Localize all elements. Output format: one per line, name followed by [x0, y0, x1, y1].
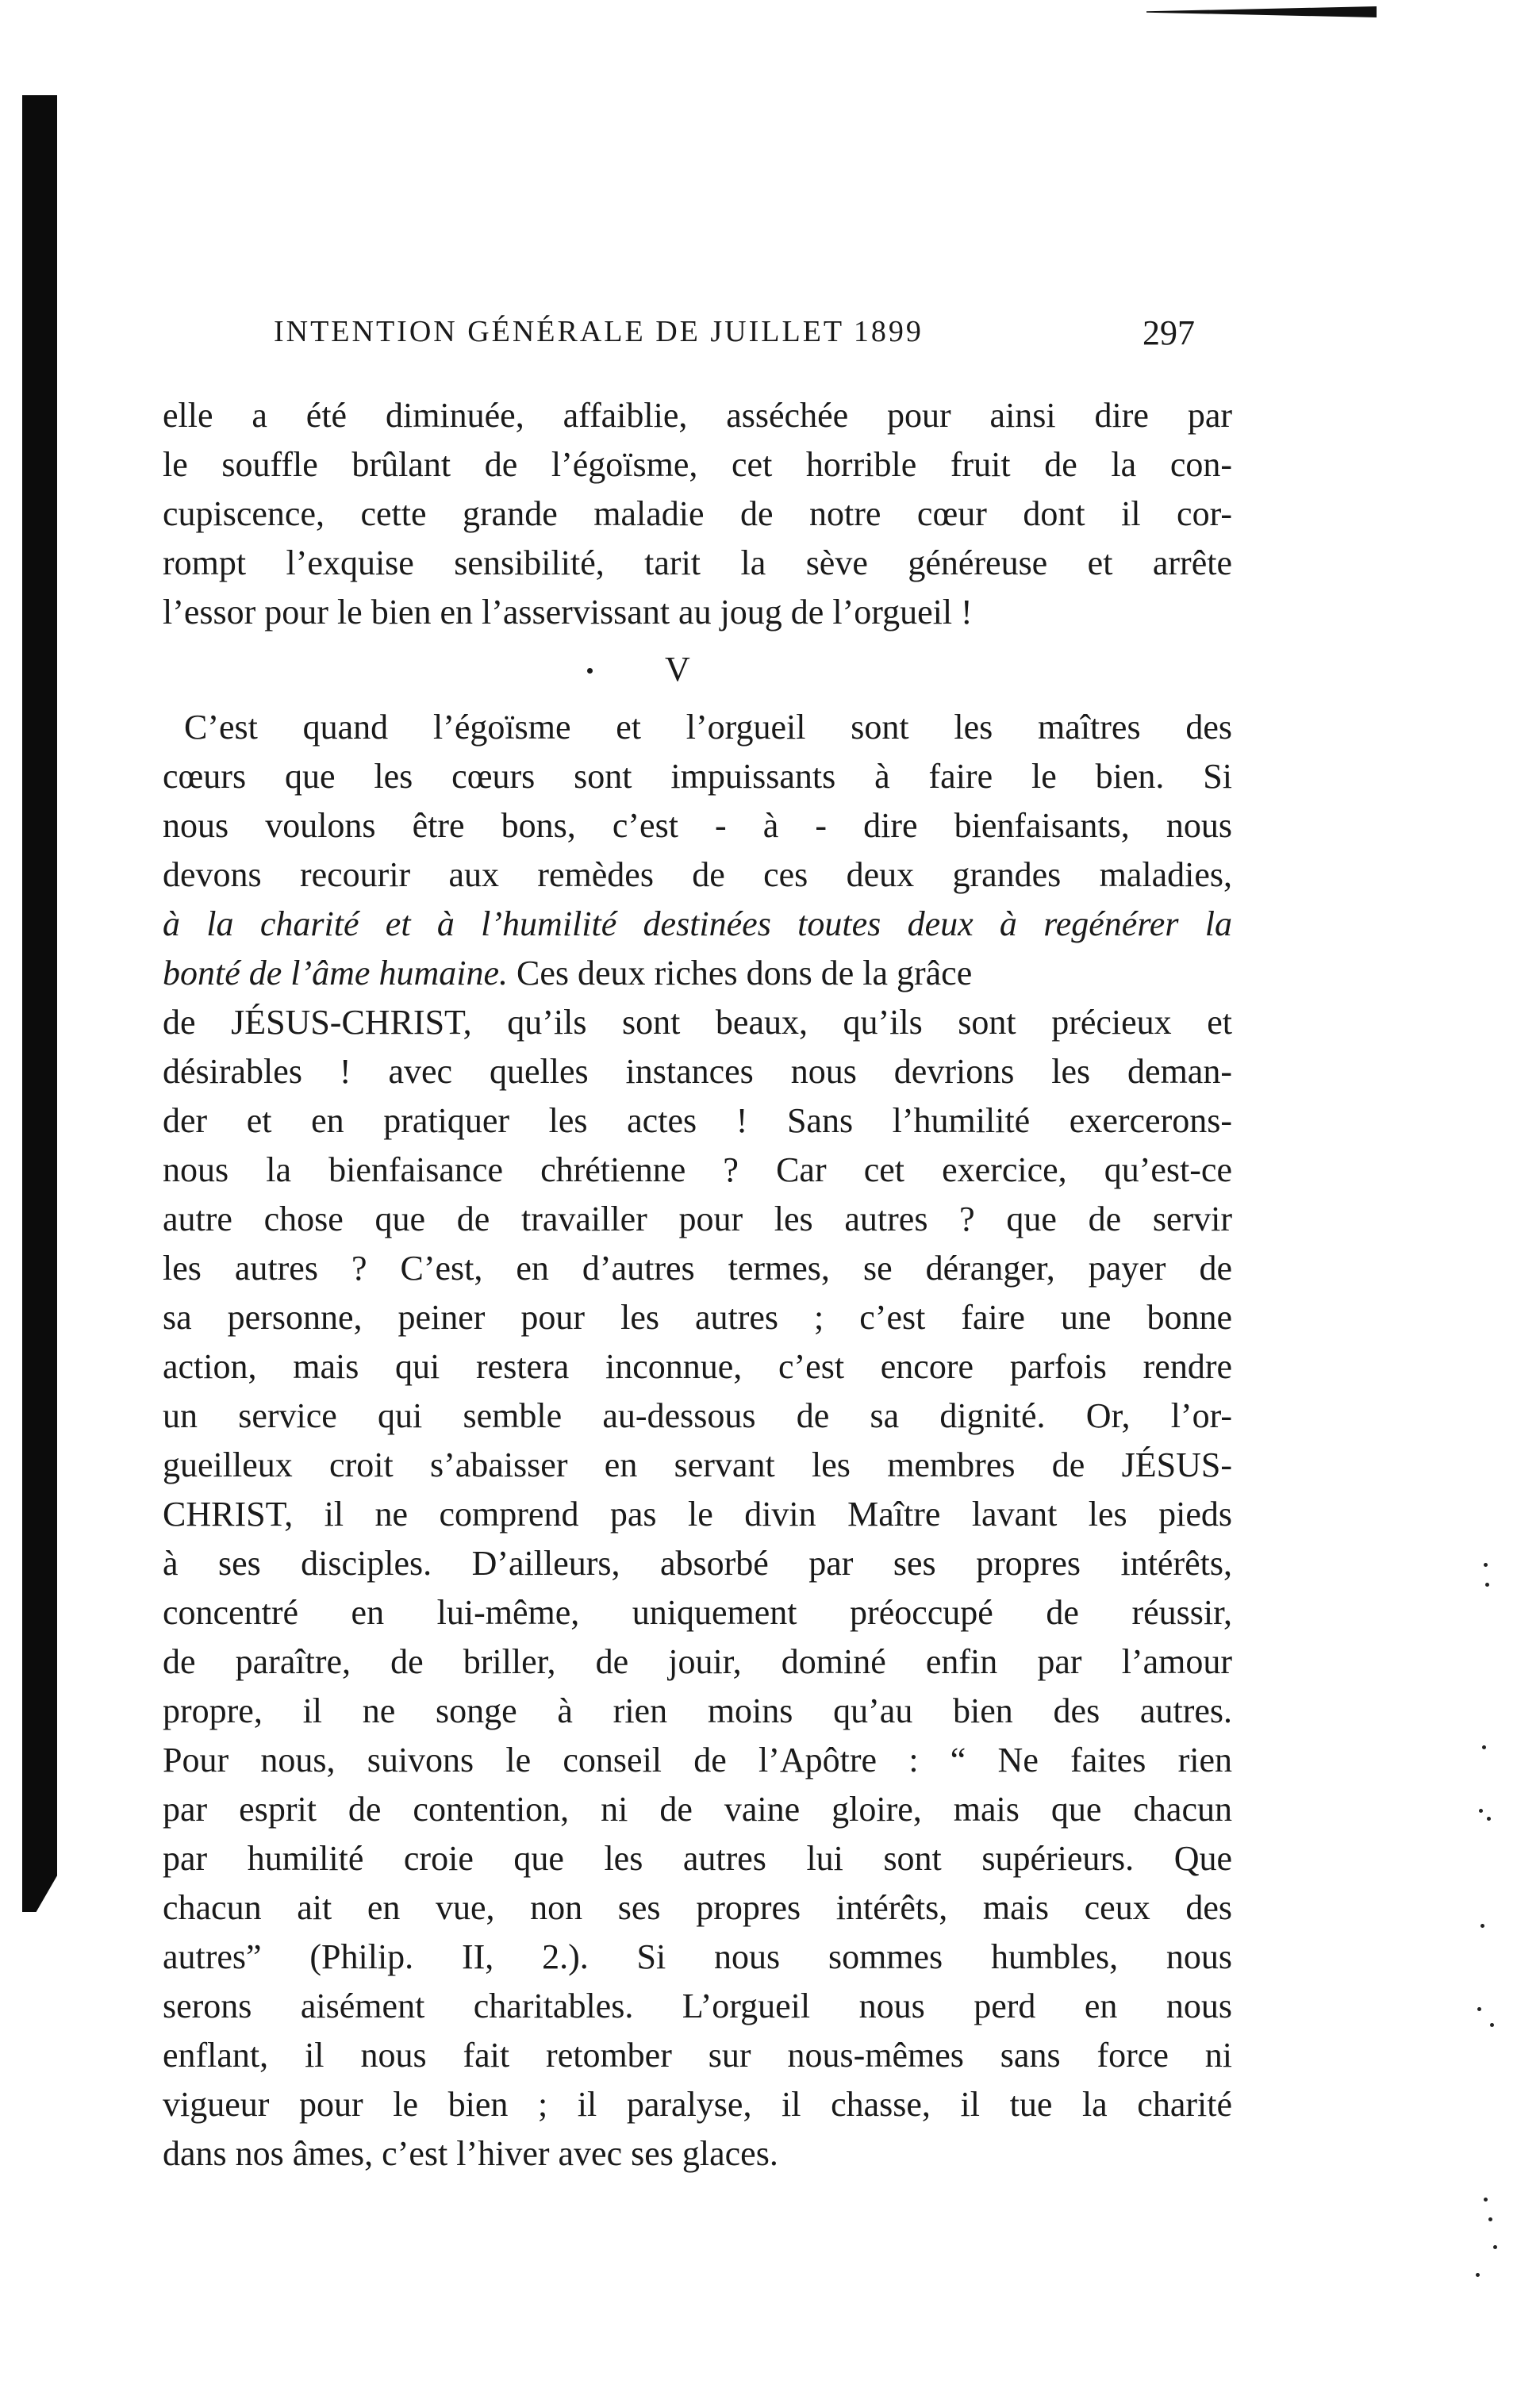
- text-line: C’est quand l’égoïsme et l’orgueil sont les maîtres des: [184, 708, 1232, 747]
- text-line: devons recourir aux remèdes de ces deux grandes maladies,: [163, 855, 1232, 894]
- text-line: enflant, il nous fait retomber sur nous-mêmes sans force ni: [163, 2036, 1232, 2075]
- text-line: de paraître, de briller, de jouir, dominé enfin par l’amour: [163, 1642, 1232, 1681]
- section-numeral: V: [665, 650, 690, 689]
- running-title: INTENTION GÉNÉRALE DE JUILLET 1899: [274, 315, 924, 348]
- text-line: cœurs que les cœurs sont impuissants à faire le bien. Si: [163, 757, 1232, 796]
- text-line: les autres ? C’est, en d’autres termes, se déranger, payer de: [163, 1249, 1232, 1288]
- text-line: un service qui semble au-dessous de sa dignité. Or, l’or-: [163, 1396, 1232, 1435]
- mixed-line: [163, 949, 1232, 998]
- text-line: désirables ! avec quelles instances nous devrions les deman-: [163, 1052, 1232, 1091]
- stray-dot: [587, 668, 593, 674]
- text-line: par humilité croie que les autres lui sont supérieurs. Que: [163, 1839, 1232, 1878]
- text-line: CHRIST, il ne comprend pas le divin Maître lavant les pieds: [163, 1495, 1232, 1534]
- text-line: le souffle brûlant de l’égoïsme, cet horrible fruit de la con-: [163, 445, 1232, 484]
- page-number: 297: [1143, 313, 1195, 352]
- text-line: concentré en lui-même, uniquement préoccupé de réussir,: [163, 1593, 1232, 1632]
- text-line: serons aisément charitables. L’orgueil nous perd en nous: [163, 1987, 1232, 2025]
- text-line: vigueur pour le bien ; il paralyse, il chasse, il tue la charité: [163, 2085, 1232, 2124]
- text-line: Pour nous, suivons le conseil de l’Apôtre : “ Ne faites rien: [163, 1741, 1232, 1779]
- text-line: gueilleux croit s’abaisser en servant les membres de JÉSUS-: [163, 1445, 1232, 1484]
- text-line: propre, il ne songe à rien moins qu’au bien des autres.: [163, 1691, 1232, 1730]
- text-line: rompt l’exquise sensibilité, tarit la sève généreuse et arrête: [163, 543, 1232, 582]
- italic-line: à la charité et à l’humilité destinées toutes deux à regénérer la: [163, 904, 1232, 943]
- text-line: elle a été diminuée, affaiblie, asséchée pour ainsi dire par: [163, 396, 1232, 435]
- text-line: action, mais qui restera inconnue, c’est encore parfois rendre: [163, 1347, 1232, 1386]
- roman-span: Ces deux riches dons de la grâce: [508, 954, 973, 992]
- text-line: à ses disciples. D’ailleurs, absorbé par ses propres intérêts,: [163, 1544, 1232, 1583]
- text-line: der et en pratiquer les actes ! Sans l’humilité exercerons-: [163, 1101, 1232, 1140]
- text-line: nous la bienfaisance chrétienne ? Car cet exercice, qu’est-ce: [163, 1150, 1232, 1189]
- italic-span: bonté de l’âme humaine.: [163, 954, 508, 992]
- text-line: autre chose que de travailler pour les autres ? que de servir: [163, 1200, 1232, 1238]
- text-line: par esprit de contention, ni de vaine gloire, mais que chacun: [163, 1790, 1232, 1829]
- text-line: nous voulons être bons, c’est - à - dire bienfaisants, nous: [163, 806, 1232, 845]
- text-line: de JÉSUS-CHRIST, qu’ils sont beaux, qu’ils sont précieux et: [163, 1003, 1232, 1042]
- text-line: l’essor pour le bien en l’asservissant au joug de l’orgueil !: [163, 593, 973, 632]
- text-line: cupiscence, cette grande maladie de notre cœur dont il cor-: [163, 494, 1232, 533]
- text-line: sa personne, peiner pour les autres ; c’est faire une bonne: [163, 1298, 1232, 1337]
- text-line: autres” (Philip. II, 2.). Si nous sommes humbles, nous: [163, 1937, 1232, 1976]
- text-line: dans nos âmes, c’est l’hiver avec ses glaces.: [163, 2134, 778, 2173]
- text-line: chacun ait en vue, non ses propres intérêts, mais ceux des: [163, 1888, 1232, 1927]
